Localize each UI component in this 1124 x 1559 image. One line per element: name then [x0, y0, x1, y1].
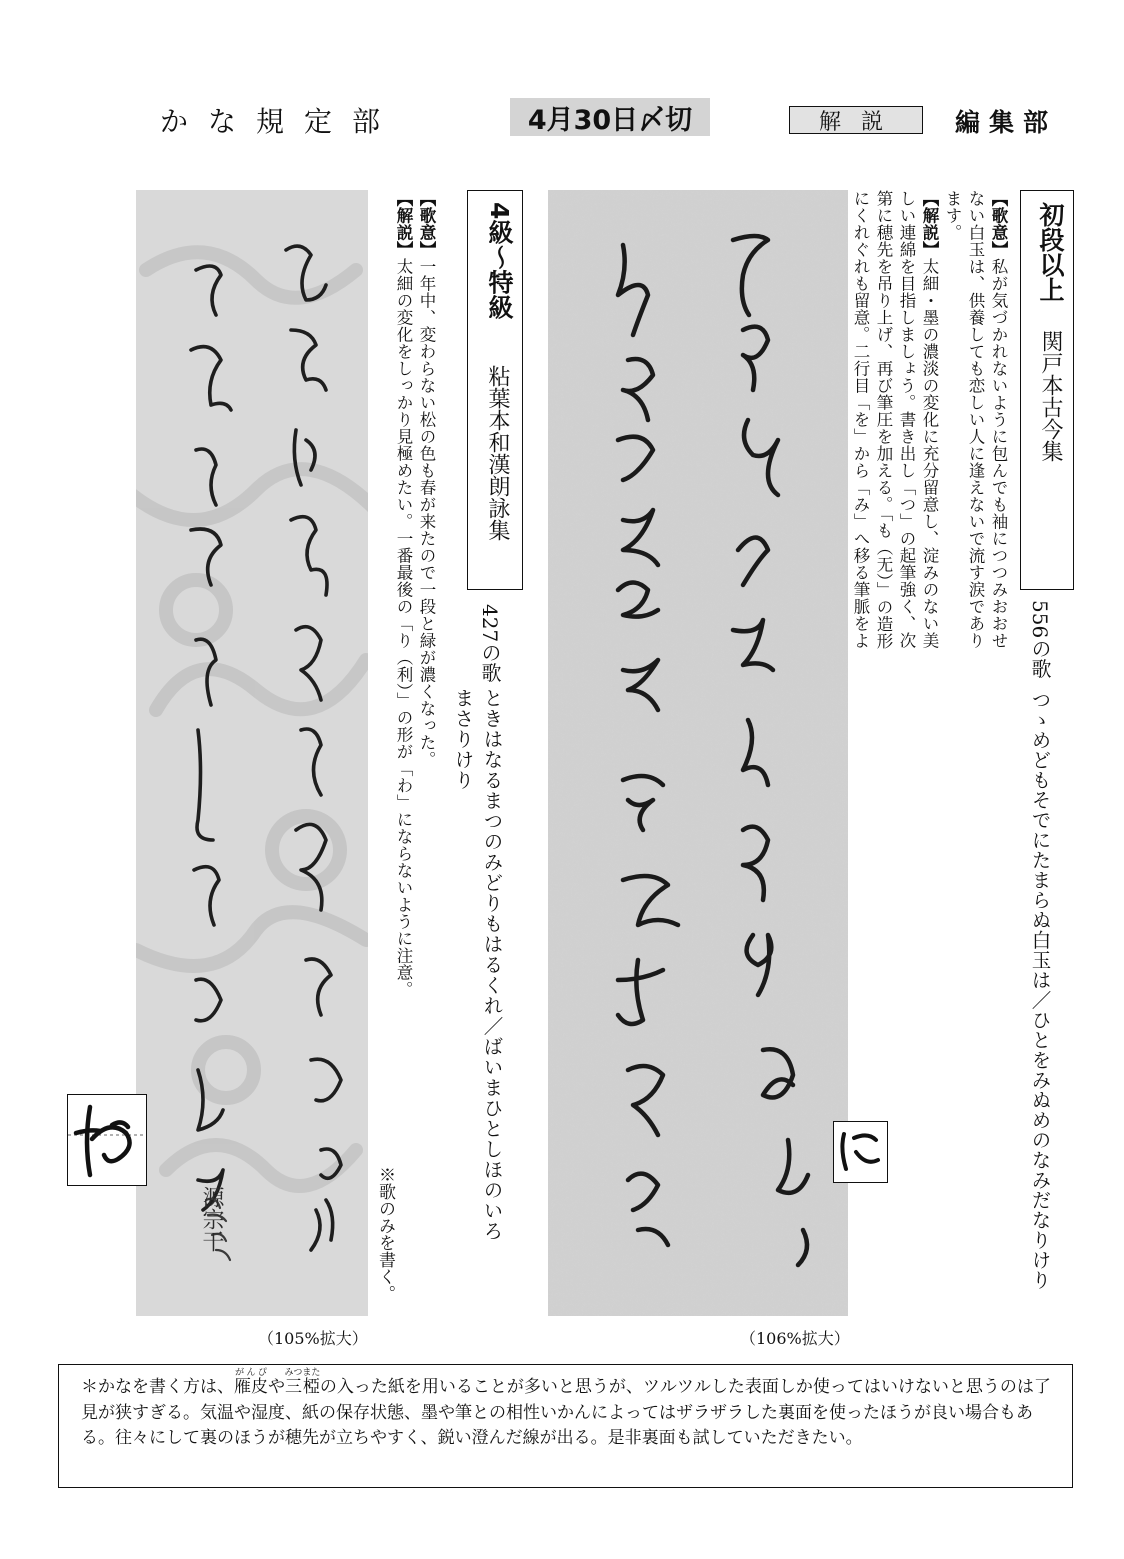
- source-title-detchobon: 粘葉本和漢朗詠集: [485, 365, 510, 541]
- calligraphy-strokes-right: [548, 190, 848, 1316]
- section-title: かな規定部: [160, 105, 401, 138]
- inset-detail-ni: [833, 1121, 888, 1183]
- caption-left: （105%拡大）: [258, 1329, 368, 1348]
- note-mid: や: [268, 1377, 285, 1397]
- commentary-beginner: [378, 190, 438, 1190]
- calligraphy-sample-sekido: [548, 190, 848, 1316]
- write-poem-only-note: ※歌のみを書く。: [375, 1166, 395, 1302]
- inset-detail-wa: [67, 1094, 147, 1186]
- level-title-advanced: 初段以上: [1036, 202, 1065, 302]
- signature-text: 源宗干: [199, 1186, 224, 1252]
- calligraphy-strokes-left: [136, 190, 368, 1316]
- poem-556: つゝめどもそでにたまらぬ白玉は／ひとをみぬめのなみだなりけり: [1028, 690, 1052, 1290]
- commentary-label: 解説: [789, 106, 923, 134]
- inset-glyph-ni: [834, 1122, 886, 1181]
- editor-label: 編集部: [955, 108, 1058, 137]
- commentary-advanced: [851, 190, 1010, 660]
- kaii-label: 【歌意】: [989, 190, 1008, 258]
- kaisetsu-text-427: 太細の変化をしっかり見極めたい。一番最後の「り（利）」の形が「わ」にならないように注意。: [394, 258, 413, 998]
- poem-427-line2: まさりけり: [451, 688, 475, 791]
- source-title-sekido: 関戸本古今集: [1038, 330, 1063, 462]
- note-rest: の入った紙を用いることが多いと思うが、ツルツルした表面しか使ってはいけないと思うのは了見が狭すぎる。気温や湿度、紙の保存状態、墨や筆との相性いかんによってはザラザラした裏面を使ったほうが良い場合もある。往々にして裏のほうが穂先が立ちやすく、鋭い澄んだ線が出る。是非裏面も試していただきたい。: [81, 1377, 1051, 1448]
- kaisetsu-label: 【解説】: [920, 190, 939, 258]
- caption-right: （106%拡大）: [740, 1329, 850, 1348]
- kaii-label-427: 【歌意】: [417, 190, 436, 258]
- deadline-badge: 4月30日〆切: [510, 98, 710, 136]
- note-lead: ＊かなを書く方は、: [81, 1377, 234, 1397]
- poem-427-line1: ときはなるまつのみどりもはるくれ／ばいまひとしほのいろ: [480, 688, 504, 1242]
- poem-number-427: 427の歌: [478, 604, 502, 683]
- kaii-text-427: 一年中、変わらない松の色も春が来たので一段と緑が濃くなった。: [417, 258, 436, 768]
- poem-number-556: 556の歌: [1028, 600, 1052, 679]
- kaii-text: 私が気づかれないように包んでも袖につつみおおせない白玉は、供養しても恋しい人に逢えないで流す涙であります。: [943, 190, 1008, 649]
- level-title-beginner: 4級～特級: [485, 202, 514, 320]
- inset-glyph-wa: [68, 1095, 145, 1184]
- kaisetsu-text: 太細・墨の濃淡の変化に充分留意し、淀みのない美しい連綿を目指しましょう。書き出し「つ」の起筆強く、次第に穂先を吊り上げ、再び筆圧を加える。「も（无）」の造形にくれぐれも留意。二行目「を」から「み」へ移る筆脈をよ: [851, 190, 939, 650]
- note-word-mitsumata: 三椏みつまた: [284, 1368, 321, 1397]
- calligraphy-sample-detchobon: [136, 190, 368, 1316]
- bottom-note: [58, 1364, 1073, 1488]
- kaisetsu-label-427: 【解説】: [394, 190, 413, 258]
- note-word-ganpi: 雁皮がんぴ: [234, 1368, 268, 1397]
